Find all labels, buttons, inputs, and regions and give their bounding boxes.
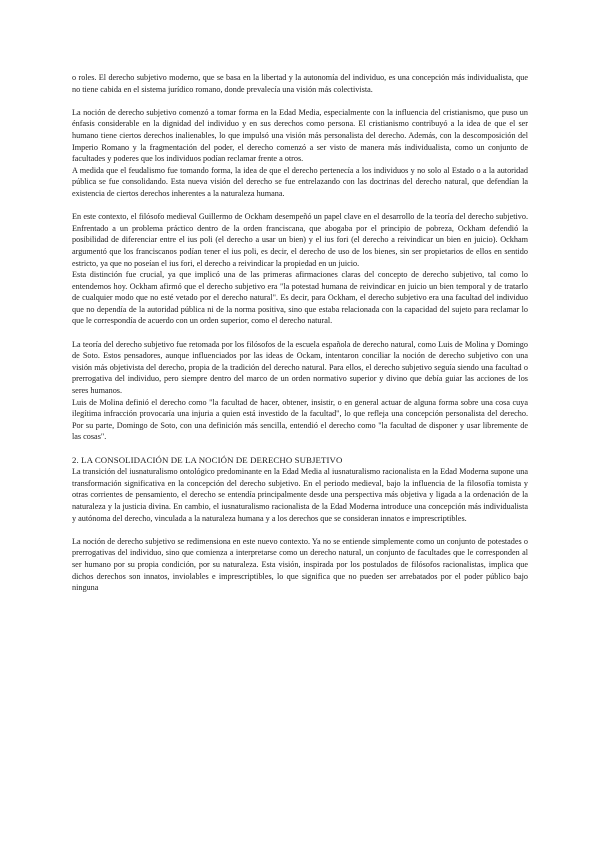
paragraph-middle-ages-origin: La noción de derecho subjetivo comenzó a tomar forma en la Edad Media, especialmente con la influencia del cristianismo, que puso un énfasis considerable en la dignidad del individuo y en sus derechos como persona. El cristianismo contribuyó a la idea de que el ser humano tiene ciertos derechos inalienables, lo que impulsó una visión más personalista del derecho. Además, con la descomposición del Imperio Romano y la fragmentación del poder, el derecho comenzó a ser visto de manera más individualista, como un conjunto de facultades y poderes que los individuos podían reclamar frente a otros. [72, 107, 528, 164]
paragraph-redimension: La noción de derecho subjetivo se redimensiona en este nuevo contexto. Ya no se entiende simplemente como un conjunto de potestades o prerrogativas del individuo, sino que comienza a interpretarse como un derecho natural, un conjunto de facultades que le corresponden al ser humano por su propia condición, por su naturaleza. Esta visión, inspirada por los postulados de filósofos racionalistas, implica que dichos derechos son innatos, inviolables e imprescriptibles, lo que significa que no pueden ser arrebatados por el poder público bajo ninguna [72, 536, 528, 593]
section-heading: 2. LA CONSOLIDACIÓN DE LA NOCIÓN DE DERECHO SUBJETIVO [72, 454, 343, 465]
document-page [72, 72, 528, 594]
paragraph-spacer [72, 200, 528, 212]
paragraph-spacer [72, 443, 528, 455]
paragraph-spacer [72, 327, 528, 339]
paragraph-iusnaturalism-transition: La transición del iusnaturalismo ontológico predominante en la Edad Media al iusnaturalismo racionalista en la Edad Moderna supone una transformación significativa en la concepción del derecho subjetivo. En el periodo medieval, bajo la influencia de la filosofía tomista y otras corrientes de pensamiento, el derecho se entendía principalmente desde una perspectiva más objetiva y ligada a la ordenación de la naturaleza y la justicia divina. En cambio, el iusnaturalismo racionalista de la Edad Moderna introduce una concepción más individualista y autónoma del derecho, vinculada a la naturaleza humana y a los derechos que se consideran innatos e imprescriptibles. [72, 467, 528, 523]
paragraph-spanish-school: La teoría del derecho subjetivo fue retomada por los filósofos de la escuela española de derecho natural, como Luis de Molina y Domingo de Soto. Estos pensadores, aunque influenciados por las ideas de Ockam, intentaron conciliar la noción de derecho subjetivo con una visión más objetivista del derecho, propia de la tradición del derecho natural. Para ellos, el derecho subjetivo seguía siendo una facultad o prerrogativa del individuo, pero siempre dentro del marco de un orden normativo superior y divino que debía guiar las acciones de los seres humanos. [72, 339, 528, 396]
paragraph-spacer [72, 95, 528, 107]
paragraph-spacer [72, 524, 528, 536]
paragraph-ockham-distinction: Esta distinción fue crucial, ya que implicó una de las primeras afirmaciones claras del concepto de derecho subjetivo, tal como lo entendemos hoy. Ockham afirmó que el derecho subjetivo era "la potestad humana de reivindicar en juicio un bien temporal y de tratarlo de cualquier modo que no esté vetado por el derecho natural". Es decir, para Ockham, el derecho subjetivo era una facultad del individuo que no dependía de la autoridad pública ni de la norma positiva, sino que estaba relacionada con la capacidad del sujeto para reclamar lo que le correspondía de acuerdo con un orden superior, como el derecho natural. [72, 270, 528, 326]
paragraph-ockham-context: En este contexto, el filósofo medieval Guillermo de Ockham desempeñó un papel clave en el desarrollo de la teoría del derecho subjetivo. Enfrentado a un problema práctico dentro de la orden franciscana, que abogaba por el principio de pobreza, Ockham defendió la posibilidad de diferenciar entre el ius poli (el derecho a usar un bien) y el ius fori (el derecho a reivindicar un bien en juicio). Ockham argumentó que los franciscanos podían tener el ius poli, es decir, el derecho de uso de los bienes, sin ser propietarios de ellos en sentido estricto, ya que no poseían el ius fori, el derecho a reivindicar la propiedad en un juicio. [72, 212, 528, 268]
paragraph-feudalism-consolidation: A medida que el feudalismo fue tomando forma, la idea de que el derecho pertenecía a los individuos y no solo al Estado o a la autoridad pública se fue consolidando. Esta nueva visión del derecho se fue entrelazando con las doctrinas del derecho natural, que defendían la existencia de ciertos derechos inherentes a la naturaleza humana. [72, 165, 528, 198]
paragraph-molina-soto: Luis de Molina definió el derecho como "la facultad de hacer, obtener, insistir, o en general actuar de alguna forma sobre una cosa cuya ilegítima infracción provocaría una injuria a quien está investido de la facultad", lo que refleja una concepción personalista del derecho. Por su parte, Domingo de Soto, con una definición más sencilla, entendió el derecho como "la facultad de disponer y usar libremente de las cosas". [72, 397, 528, 442]
paragraph-roman-law-contrast: o roles. El derecho subjetivo moderno, que se basa en la libertad y la autonomía del individuo, es una concepción más individualista, que no tiene cabida en el sistema jurídico romano, donde prevalecía una visión más colectivista. [72, 73, 528, 94]
